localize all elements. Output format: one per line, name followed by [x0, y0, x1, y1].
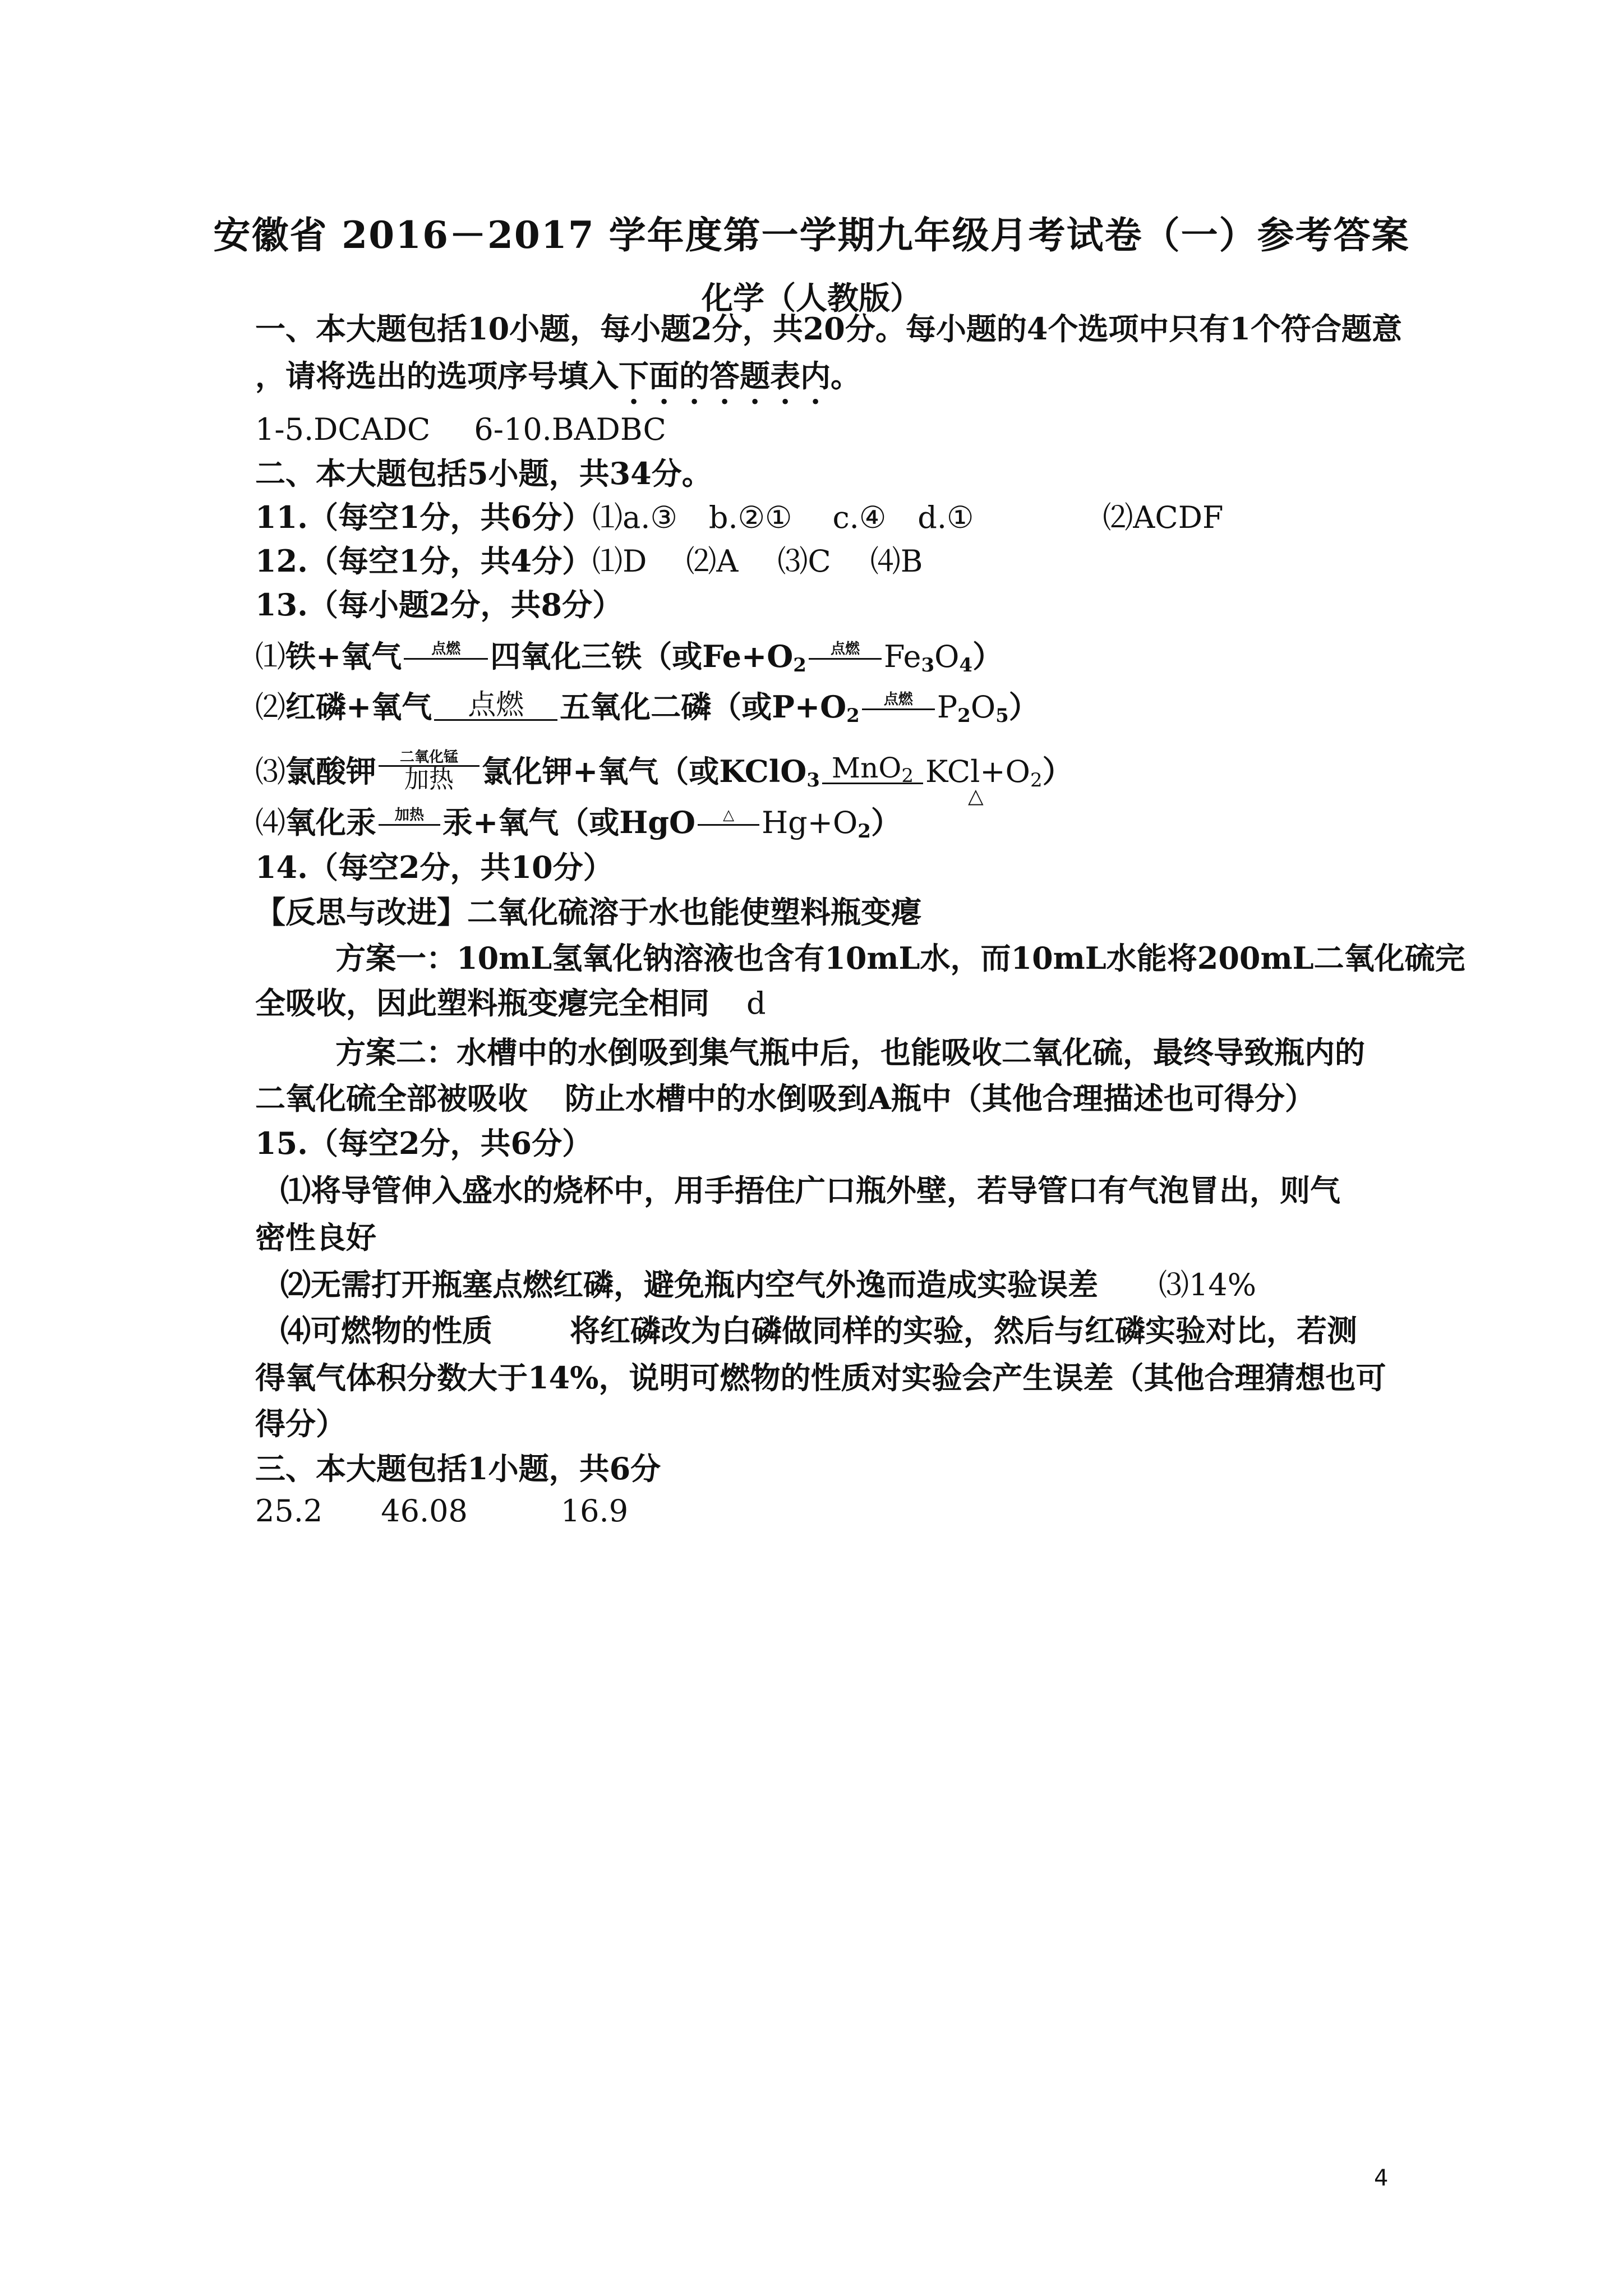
q12-label: 12.（每空1分，共4分） — [255, 543, 593, 579]
section3-value-3: 16.9 — [560, 1493, 629, 1529]
closing-paren: ） — [972, 638, 1003, 674]
heat-symbol: △ — [723, 807, 735, 824]
q13-reaction-2 — [255, 685, 1382, 729]
subscript: 2 — [857, 820, 871, 843]
q15-part1-line2: 密性良好 — [255, 1220, 376, 1255]
formula-product: Hg+O — [762, 805, 858, 840]
reaction-condition: 加热 — [394, 807, 424, 824]
subscript: 5 — [995, 705, 1009, 727]
section1-instructions-line2 — [255, 355, 1382, 411]
reaction-condition: 点燃 — [468, 688, 524, 721]
reaction-number: ⑵ — [255, 689, 285, 725]
q15-part1-line1: ⑴将导管伸入盛水的烧杯中，用手捂住广口瓶外壁，若导管口有气泡冒出，则气 — [280, 1172, 1340, 1208]
reaction-arrow — [434, 690, 557, 721]
q15-part3-answer: ⑶14% — [1159, 1267, 1257, 1303]
q11-b: b.②① — [708, 500, 792, 535]
reaction-arrow — [379, 807, 440, 826]
subscript: 3 — [806, 769, 820, 792]
q13-reaction-4 — [255, 801, 1382, 844]
section3-value-1: 25.2 — [255, 1493, 323, 1529]
subscript: 2 — [957, 705, 971, 727]
formula-product: P — [937, 689, 958, 725]
page-subtitle: 化学（人教版） — [702, 280, 921, 317]
section1-line2-pre: ，请将选出的选项序号填入 — [255, 358, 619, 394]
q13-reaction-1 — [255, 635, 1382, 678]
q11-label: 11.（每空1分，共6分） — [255, 499, 593, 535]
reaction-condition: 点燃 — [431, 641, 461, 658]
q11-a: ⑴a.③ — [592, 500, 677, 535]
formula-product-wrap — [925, 754, 1043, 808]
reaction-condition-top: 二氧化锰 — [399, 749, 458, 766]
q14-plan2-text: 二氧化硫全部被吸收 — [255, 1080, 528, 1116]
reaction-products-and-formula: 五氧化二磷（或P+O — [560, 689, 847, 725]
formula-arrow — [809, 641, 882, 660]
subscript: 2 — [846, 705, 860, 727]
q12-a: ⑴D — [592, 544, 647, 579]
reaction-reactants: 红磷+氧气 — [285, 689, 432, 725]
subscript: 4 — [959, 654, 973, 677]
reaction-reactants: 氧化汞 — [285, 804, 376, 840]
q12-answer — [255, 540, 1382, 583]
reaction-number: ⑶ — [255, 754, 285, 789]
q15-part2-text: ⑵无需打开瓶塞点燃红磷，避免瓶内空气外逸而造成实验误差 — [280, 1267, 1098, 1303]
q14-plan1-line1: 方案一：10mL氢氧化钠溶液也含有10mL水，而10mL水能将200mL二氧化硫完 — [335, 940, 1465, 976]
reaction-products-and-formula: 汞+氧气（或HgO — [442, 804, 696, 840]
reaction-condition-bottom: 加热 — [404, 765, 454, 794]
closing-paren: ） — [870, 804, 901, 840]
q15-part4-line2: 得氧气体积分数大于14%，说明可燃物的性质对实验会产生误差（其他合理猜想也可 — [255, 1360, 1386, 1396]
subscript: 2 — [1030, 769, 1043, 792]
q11-answer — [255, 496, 1382, 539]
answers-6-10: 6-10.BADBC — [474, 412, 666, 447]
formula-product: KCl+O — [925, 754, 1030, 789]
q15-label: 15.（每空2分，共6分） — [255, 1125, 593, 1161]
q14-plan2-answer: 防止水槽中的水倒吸到A瓶中（其他合理描述也可得分） — [565, 1080, 1315, 1116]
reaction-number: ⑷ — [255, 805, 285, 840]
subscript: 2 — [901, 765, 914, 787]
section2-header: 二、本大题包括5小题，共34分。 — [255, 455, 712, 491]
formula-arrow — [698, 807, 759, 826]
q14-plan1-answer: d — [746, 986, 766, 1021]
q14-plan1-line2 — [255, 982, 1382, 1025]
formula-condition: 点燃 — [883, 691, 913, 708]
section1-line2-post: 。 — [831, 358, 861, 394]
q14-label: 14.（每空2分，共10分） — [255, 849, 614, 885]
q13-label: 13.（每小题2分，共8分） — [255, 587, 623, 623]
closing-paren: ） — [1042, 753, 1073, 789]
q14-plan1-text: 全吸收，因此塑料瓶变瘪完全相同 — [255, 985, 709, 1021]
q12-d: ⑷B — [870, 544, 923, 579]
section1-instructions-line1: 一、本大题包括10小题，每小题2分，共20分。每小题的4个选项中只有1个符合题意 — [255, 311, 1403, 347]
q11-part2: ⑵ACDF — [1103, 500, 1224, 535]
reaction-arrow — [379, 749, 479, 793]
q15-part4-answer: ⑷可燃物的性质 — [280, 1313, 492, 1349]
q11-d: d.① — [917, 500, 974, 535]
q15-part2-line — [280, 1263, 1382, 1306]
reaction-number: ⑴ — [255, 639, 285, 674]
reaction-products-and-formula: 四氧化三铁（或Fe+O — [490, 638, 794, 674]
q15-part4-text: 将红磷改为白磷做同样的实验，然后与红磷实验对比，若测 — [570, 1313, 1357, 1349]
q11-c: c.④ — [832, 500, 887, 535]
formula-condition: 点燃 — [830, 641, 860, 658]
q12-b: ⑵A — [686, 544, 739, 579]
reaction-arrow — [404, 641, 488, 660]
formula-product-element: O — [970, 689, 996, 725]
formula-arrow — [862, 691, 935, 710]
section1-answers — [255, 408, 1382, 451]
answers-1-5: 1-5.DCADC — [255, 412, 431, 447]
q15-part4-line3: 得分） — [255, 1406, 346, 1442]
reaction-products-and-formula: 氯化钾+氧气（或KClO — [482, 753, 807, 789]
q14-plan2-line2 — [255, 1077, 1382, 1120]
closing-paren: ） — [1008, 689, 1039, 725]
formula-condition: MnO — [831, 752, 902, 784]
subscript: 3 — [921, 654, 935, 677]
q15-part4-line1 — [280, 1309, 1382, 1352]
formula-product: Fe — [883, 639, 921, 674]
section3-value-2: 46.08 — [381, 1493, 468, 1529]
reaction-reactants: 铁+氧气 — [285, 638, 402, 674]
q14-plan2-line1: 方案二：水槽中的水倒吸到集气瓶中后，也能吸收二氧化硫，最终导致瓶内的 — [335, 1034, 1365, 1070]
q14-reflection: 【反思与改进】二氧化硫溶于水也能使塑料瓶变瘪 — [255, 894, 921, 930]
q12-c: ⑶C — [777, 544, 831, 579]
section3-header: 三、本大题包括1小题，共6分 — [255, 1451, 661, 1487]
q13-reaction-3 — [255, 749, 1382, 808]
reaction-reactants: 氯酸钾 — [285, 753, 376, 789]
formula-product-element: O — [934, 639, 960, 674]
page-title: 安徽省 2016－2017 学年度第一学期九年级月考试卷（一）参考答案 — [213, 213, 1410, 257]
heat-symbol: △ — [967, 785, 984, 808]
formula-arrow — [822, 752, 923, 787]
section1-line2-emphasis: 下面的答题表内 — [619, 358, 831, 394]
subscript: 2 — [793, 654, 806, 677]
page-number: 4 — [1374, 2165, 1389, 2191]
section3-answers — [255, 1490, 1382, 1533]
